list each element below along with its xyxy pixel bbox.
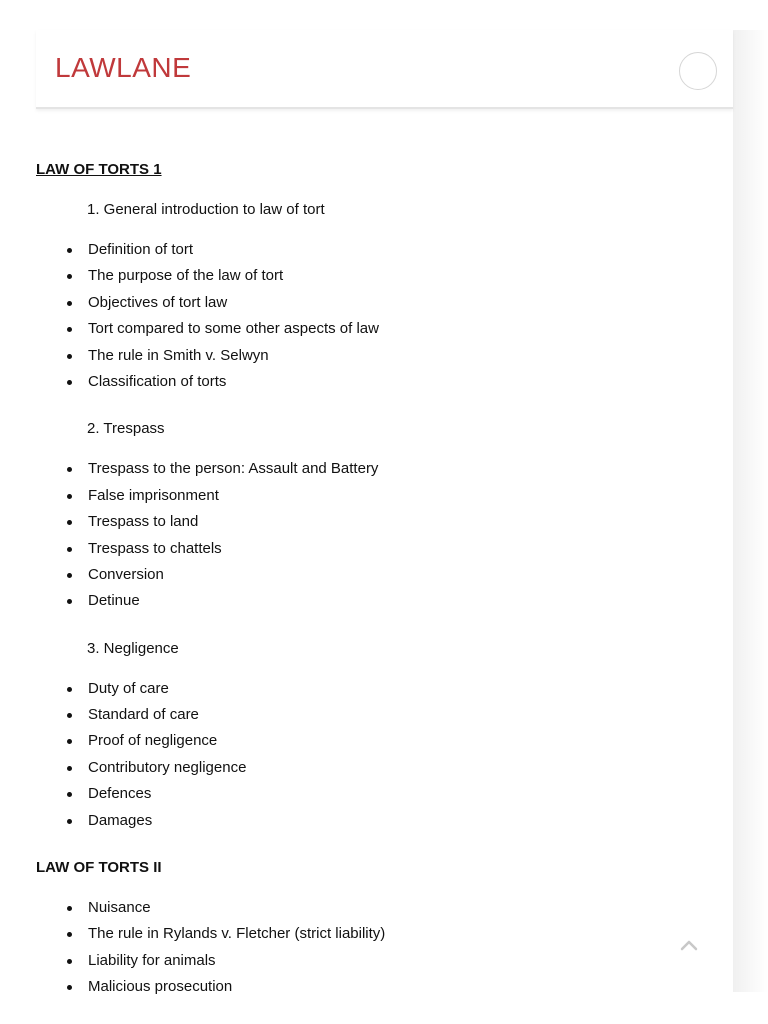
list-item: Damages [36, 811, 716, 837]
list-item: Contributory negligence [36, 758, 716, 784]
bullet-list [36, 240, 716, 398]
list-item: The purpose of the law of tort [36, 266, 716, 292]
list-item: Liability for animals [36, 951, 716, 977]
list-item: Proof of negligence [36, 731, 716, 757]
list-item: Classification of torts [36, 372, 716, 398]
bullet-list [36, 898, 716, 1004]
list-item: Trespass to the person: Assault and Battery [36, 459, 716, 485]
list-item: Definition of tort [36, 240, 716, 266]
list-item: The rule in Smith v. Selwyn [36, 346, 716, 372]
list-item: Malicious prosecution [36, 977, 716, 1003]
list-item: Objectives of tort law [36, 293, 716, 319]
subsection-heading: 3. Negligence [87, 639, 179, 657]
list-item: The rule in Rylands v. Fletcher (strict liability) [36, 924, 716, 950]
list-item: Standard of care [36, 705, 716, 731]
article-content [36, 160, 716, 1024]
list-item: Detinue [36, 591, 716, 617]
subsection-heading: 2. Trespass [87, 420, 165, 438]
section-title-torts-1: LAW OF TORTS 1 [36, 161, 162, 178]
list-item: Defences [36, 784, 716, 810]
circle-menu-icon[interactable] [679, 52, 717, 90]
list-item: Duty of care [36, 679, 716, 705]
list-item: Trespass to land [36, 512, 716, 538]
section-title-torts-2: LAW OF TORTS II [36, 859, 162, 877]
bullet-list [36, 679, 716, 837]
bullet-list [36, 459, 716, 617]
site-header [36, 30, 733, 109]
scroll-to-top-button[interactable] [674, 930, 704, 960]
chevron-up-icon [674, 930, 704, 960]
list-item: False imprisonment [36, 486, 716, 512]
list-item: Nuisance [36, 898, 716, 924]
subsection-heading: 1. General introduction to law of tort [87, 201, 325, 218]
list-item: Trespass to chattels [36, 539, 716, 565]
site-logo[interactable]: LAWLANE [55, 52, 192, 83]
page-edge-shadow [733, 30, 768, 992]
list-item: Tort compared to some other aspects of law [36, 319, 716, 345]
list-item: Conversion [36, 565, 716, 591]
